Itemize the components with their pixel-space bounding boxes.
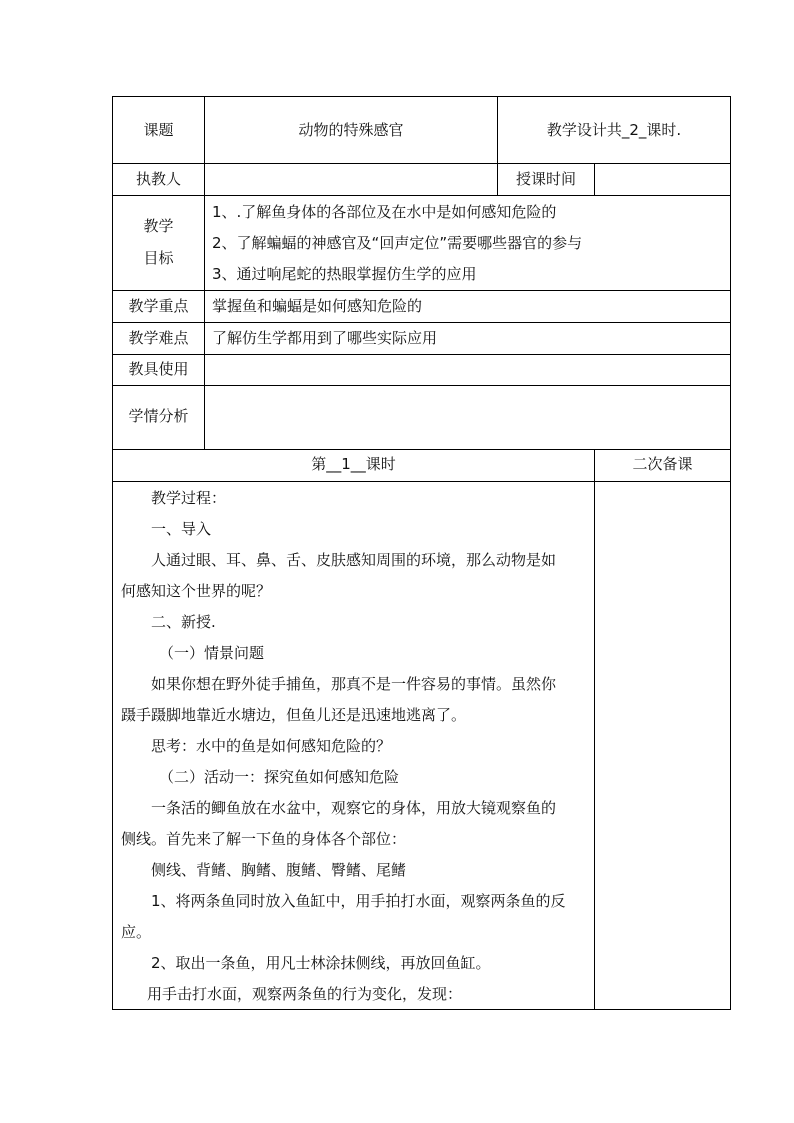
process-line: （二）活动一：探究鱼如何感知危险 [159, 768, 400, 786]
difficulty-label: 教学难点 [128, 329, 189, 347]
process-line: 1、将两条鱼同时放入鱼缸中，用手拍打水面，观察两条鱼的反 [151, 892, 566, 910]
col-divider [594, 163, 595, 195]
process-line: 蹑手蹑脚地靠近水塘边，但鱼儿还是迅速地逃离了。 [121, 706, 467, 724]
goal-label-line-1: 教学 [143, 217, 174, 235]
process-line: 侧线、背鳍、胸鳍、腹鳍、臀鳍、尾鳍 [151, 861, 407, 879]
process-line: 教学过程： [151, 489, 227, 507]
row-divider [113, 322, 730, 323]
row-divider [113, 354, 730, 355]
second-prep-header: 二次备课 [632, 455, 693, 473]
row-divider [113, 449, 730, 450]
process-line: 何感知这个世界的呢？ [121, 582, 272, 600]
process-line: 一、导入 [151, 520, 212, 538]
lesson-title: 第__1__课时 [311, 455, 396, 473]
process-line: 人通过眼、耳、鼻、舌、皮肤感知周围的环境，那么动物是如 [151, 551, 557, 569]
teacher-label: 执教人 [135, 170, 181, 188]
goal-item: 2、了解蝙蝠的神感官及“回声定位”需要哪些器官的参与 [212, 234, 583, 252]
col-divider [204, 97, 205, 449]
process-line: 2、取出一条鱼，用凡士林涂抹侧线，再放回鱼缸。 [151, 954, 491, 972]
process-line: 如果你想在野外徒手捕鱼，那真不是一件容易的事情。虽然你 [151, 675, 557, 693]
process-line: 侧线。首先来了解一下鱼的身体各个部位： [121, 830, 407, 848]
lesson-plan-table [112, 96, 731, 1010]
process-line: 应。 [121, 923, 152, 941]
row-divider [113, 385, 730, 386]
key-value: 掌握鱼和蝙蝠是如何感知危险的 [212, 297, 423, 315]
goal-item: 3、通过响尾蛇的热眼掌握仿生学的应用 [212, 265, 477, 283]
row-divider [113, 195, 730, 196]
goal-label-line-2: 目标 [143, 249, 174, 267]
teaching-process [121, 483, 591, 1010]
goal-item: 1、.了解鱼身体的各部位及在水中是如何感知危险的 [212, 203, 557, 221]
row-divider [113, 481, 730, 482]
difficulty-value: 了解仿生学都用到了哪些实际应用 [212, 329, 438, 347]
row-divider [113, 163, 730, 164]
design-note: 教学设计共_2_课时. [546, 121, 682, 139]
process-line: 二、新授. [151, 613, 216, 631]
process-line: （一）情景问题 [159, 644, 265, 662]
topic-label: 课题 [143, 121, 174, 139]
process-line: 用手击打水面，观察两条鱼的行为变化，发现： [147, 985, 463, 1003]
row-divider [113, 290, 730, 291]
tools-label: 教具使用 [128, 360, 189, 378]
col-divider [594, 449, 595, 1009]
key-label: 教学重点 [128, 297, 189, 315]
analysis-label: 学情分析 [128, 407, 189, 425]
time-label: 授课时间 [515, 170, 576, 188]
process-line: 一条活的鲫鱼放在水盆中，观察它的身体，用放大镜观察鱼的 [151, 799, 557, 817]
topic-value: 动物的特殊感官 [298, 121, 404, 139]
process-line: 思考：水中的鱼是如何感知危险的？ [151, 737, 392, 755]
